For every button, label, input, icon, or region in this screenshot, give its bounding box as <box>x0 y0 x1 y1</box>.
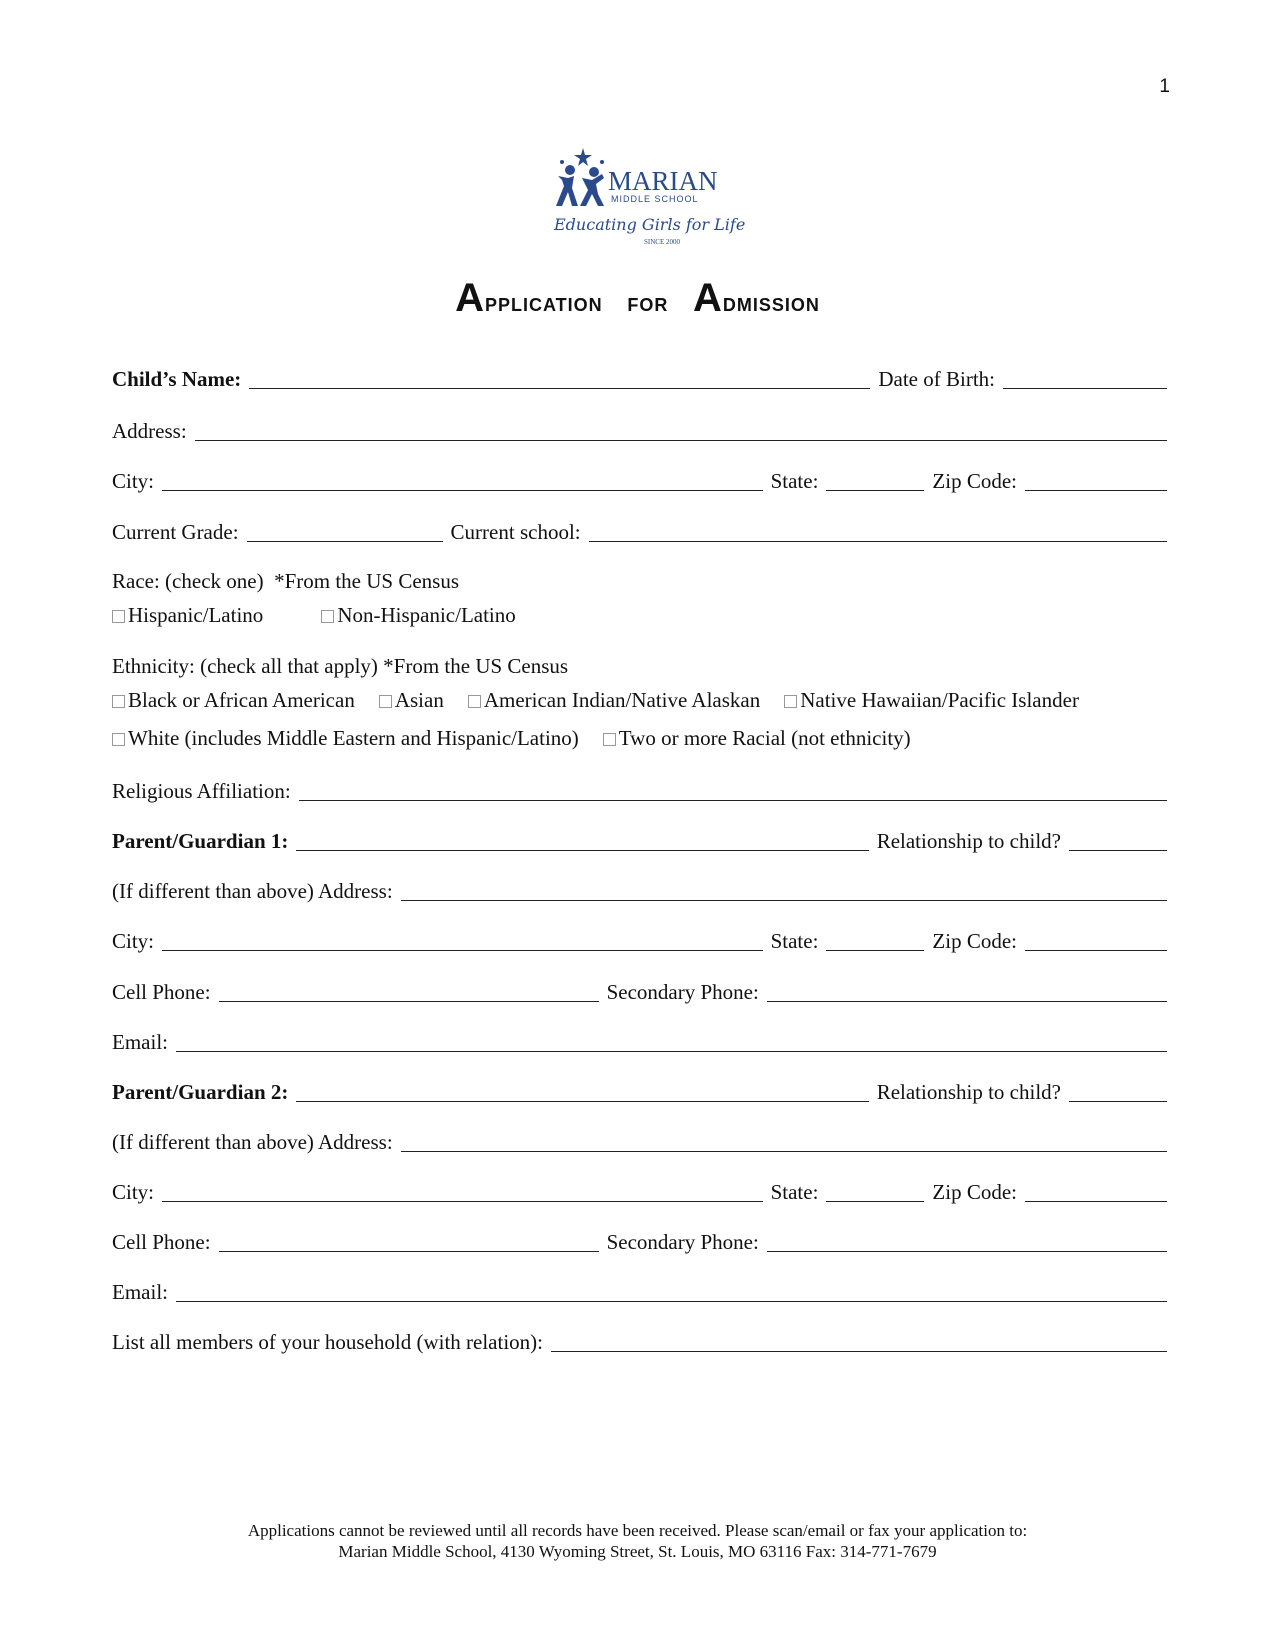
page-number: 1 <box>1159 76 1170 97</box>
school-logo <box>550 148 746 258</box>
footer <box>0 1520 1275 1562</box>
race-option-non-hispanic[interactable] <box>321 602 515 628</box>
race-heading-row <box>112 560 1167 594</box>
parent2-state-label: State: <box>770 1180 819 1204</box>
parent2-state-field[interactable] <box>826 1179 924 1202</box>
child-city-row <box>112 460 1167 494</box>
title-word-2: for <box>627 287 669 317</box>
parent1-email-row <box>112 1021 1167 1055</box>
title-rest-3: dmission <box>722 287 820 317</box>
parent2-cell-field[interactable] <box>219 1229 599 1252</box>
parent2-address-row <box>112 1121 1167 1155</box>
household-label: List all members of your household (with relation): <box>112 1330 543 1354</box>
logo-subtitle: MIDDLE SCHOOL <box>611 194 699 204</box>
parent2-secondary-field[interactable] <box>767 1229 1167 1252</box>
parent2-label: Parent/Guardian 2: <box>112 1080 289 1104</box>
address-label: Address: <box>112 419 187 443</box>
parent1-relationship-label: Relationship to child? <box>876 829 1061 853</box>
ethnicity-option-label: Two or more Racial (not ethnicity) <box>618 726 911 750</box>
zip-label: Zip Code: <box>932 469 1017 493</box>
parent1-address-label: (If different than above) Address: <box>112 879 393 903</box>
parent2-city-row <box>112 1171 1167 1205</box>
race-heading: Race: (check one) *From the US Census <box>112 569 460 593</box>
ethnicity-heading-row <box>112 645 1167 679</box>
parent1-cell-label: Cell Phone: <box>112 980 211 1004</box>
child-address-row <box>112 410 1167 444</box>
logo-tagline: Educating Girls for Life <box>554 215 746 234</box>
checkbox-icon[interactable] <box>603 733 616 746</box>
religion-row <box>112 770 1167 804</box>
checkbox-icon[interactable] <box>379 695 392 708</box>
race-options-row <box>112 594 1167 628</box>
parent2-relationship-label: Relationship to child? <box>876 1080 1061 1104</box>
parent1-relationship-field[interactable] <box>1069 828 1167 851</box>
ethnicity-option-label: Native Hawaiian/Pacific Islander <box>800 688 1079 712</box>
checkbox-icon[interactable] <box>321 610 334 623</box>
grade-field[interactable] <box>247 519 443 542</box>
grade-label: Current Grade: <box>112 520 239 544</box>
parent1-phone-row <box>112 971 1167 1005</box>
title-cap-1: A <box>455 276 485 320</box>
parent2-email-field[interactable] <box>176 1279 1167 1302</box>
parent1-row <box>112 820 1167 854</box>
parent1-city-row <box>112 920 1167 954</box>
school-label: Current school: <box>450 520 581 544</box>
parent2-email-row <box>112 1271 1167 1305</box>
checkbox-icon[interactable] <box>784 695 797 708</box>
parent1-email-label: Email: <box>112 1030 168 1054</box>
parent2-name-field[interactable] <box>296 1079 868 1102</box>
ethnicity-option-label: Black or African American <box>128 688 355 712</box>
state-label: State: <box>770 469 819 493</box>
parent2-city-label: City: <box>112 1180 155 1204</box>
parent1-zip-field[interactable] <box>1025 928 1167 951</box>
school-logo-graphic <box>550 148 746 258</box>
parent1-email-field[interactable] <box>176 1029 1167 1052</box>
parent2-secondary-label: Secondary Phone: <box>606 1230 759 1254</box>
race-option-label: Hispanic/Latino <box>128 603 264 627</box>
child-name-row <box>112 358 1167 392</box>
parent2-address-label: (If different than above) Address: <box>112 1130 393 1154</box>
household-row <box>112 1321 1167 1355</box>
race-option-hispanic[interactable] <box>112 602 263 628</box>
ethnicity-options-row-1 <box>112 679 1167 713</box>
title-cap-3: A <box>693 276 723 320</box>
ethnicity-options-row-2 <box>112 717 1167 751</box>
checkbox-icon[interactable] <box>112 610 125 623</box>
parent1-address-row <box>112 870 1167 904</box>
logo-name: MARIAN <box>608 166 718 196</box>
checkbox-icon[interactable] <box>468 695 481 708</box>
ethnicity-option-label: American Indian/Native Alaskan <box>483 688 761 712</box>
title-rest-1: pplication <box>484 287 603 317</box>
checkbox-icon[interactable] <box>112 695 125 708</box>
household-field[interactable] <box>551 1329 1167 1352</box>
ethnicity-option-label: White (includes Middle Eastern and Hispanic/Latino) <box>128 726 579 750</box>
parent1-name-field[interactable] <box>296 828 868 851</box>
parent1-cell-field[interactable] <box>219 979 599 1002</box>
parent1-state-field[interactable] <box>826 928 924 951</box>
footer-line-1: Applications cannot be reviewed until all records have been received. Please scan/email or fax your application to: <box>247 1521 1028 1540</box>
school-row <box>112 511 1167 545</box>
ethnicity-option-white[interactable] <box>112 725 579 751</box>
ethnicity-option-american-indian[interactable] <box>468 687 760 713</box>
parent1-city-label: City: <box>112 929 155 953</box>
parent1-label: Parent/Guardian 1: <box>112 829 289 853</box>
parent2-zip-field[interactable] <box>1025 1179 1167 1202</box>
parent1-secondary-label: Secondary Phone: <box>606 980 759 1004</box>
ethnicity-option-black[interactable] <box>112 687 355 713</box>
page-title <box>0 276 1275 321</box>
parent1-address-field[interactable] <box>401 878 1167 901</box>
ethnicity-option-two-or-more[interactable] <box>603 725 911 751</box>
state-field[interactable] <box>826 468 924 491</box>
child-name-label: Child’s Name: <box>112 367 242 391</box>
dob-label: Date of Birth: <box>878 367 995 391</box>
ethnicity-option-label: Asian <box>394 688 444 712</box>
ethnicity-heading: Ethnicity: (check all that apply) *From the US Census <box>112 654 569 678</box>
child-name-field[interactable] <box>249 366 870 389</box>
ethnicity-option-hawaiian[interactable] <box>784 687 1079 713</box>
city-field[interactable] <box>162 468 763 491</box>
footer-line-2: Marian Middle School, 4130 Wyoming Street, St. Louis, MO 63116 Fax: 314-771-7679 <box>338 1542 937 1561</box>
parent2-relationship-field[interactable] <box>1069 1079 1167 1102</box>
parent2-city-field[interactable] <box>162 1179 763 1202</box>
logo-since: SINCE 2000 <box>644 238 680 246</box>
parent2-cell-label: Cell Phone: <box>112 1230 211 1254</box>
checkbox-icon[interactable] <box>112 733 125 746</box>
religion-label: Religious Affiliation: <box>112 779 291 803</box>
zip-field[interactable] <box>1025 468 1167 491</box>
religion-field[interactable] <box>299 778 1167 801</box>
school-field[interactable] <box>589 519 1167 542</box>
race-option-label: Non-Hispanic/Latino <box>337 603 516 627</box>
parent2-zip-label: Zip Code: <box>932 1180 1017 1204</box>
parent1-zip-label: Zip Code: <box>932 929 1017 953</box>
ethnicity-option-asian[interactable] <box>379 687 444 713</box>
parent1-state-label: State: <box>770 929 819 953</box>
address-field[interactable] <box>195 418 1167 441</box>
parent1-secondary-field[interactable] <box>767 979 1167 1002</box>
parent1-city-field[interactable] <box>162 928 763 951</box>
city-label: City: <box>112 469 155 493</box>
parent2-row <box>112 1071 1167 1105</box>
parent2-email-label: Email: <box>112 1280 168 1304</box>
parent2-phone-row <box>112 1221 1167 1255</box>
dob-field[interactable] <box>1003 366 1167 389</box>
parent2-address-field[interactable] <box>401 1129 1167 1152</box>
